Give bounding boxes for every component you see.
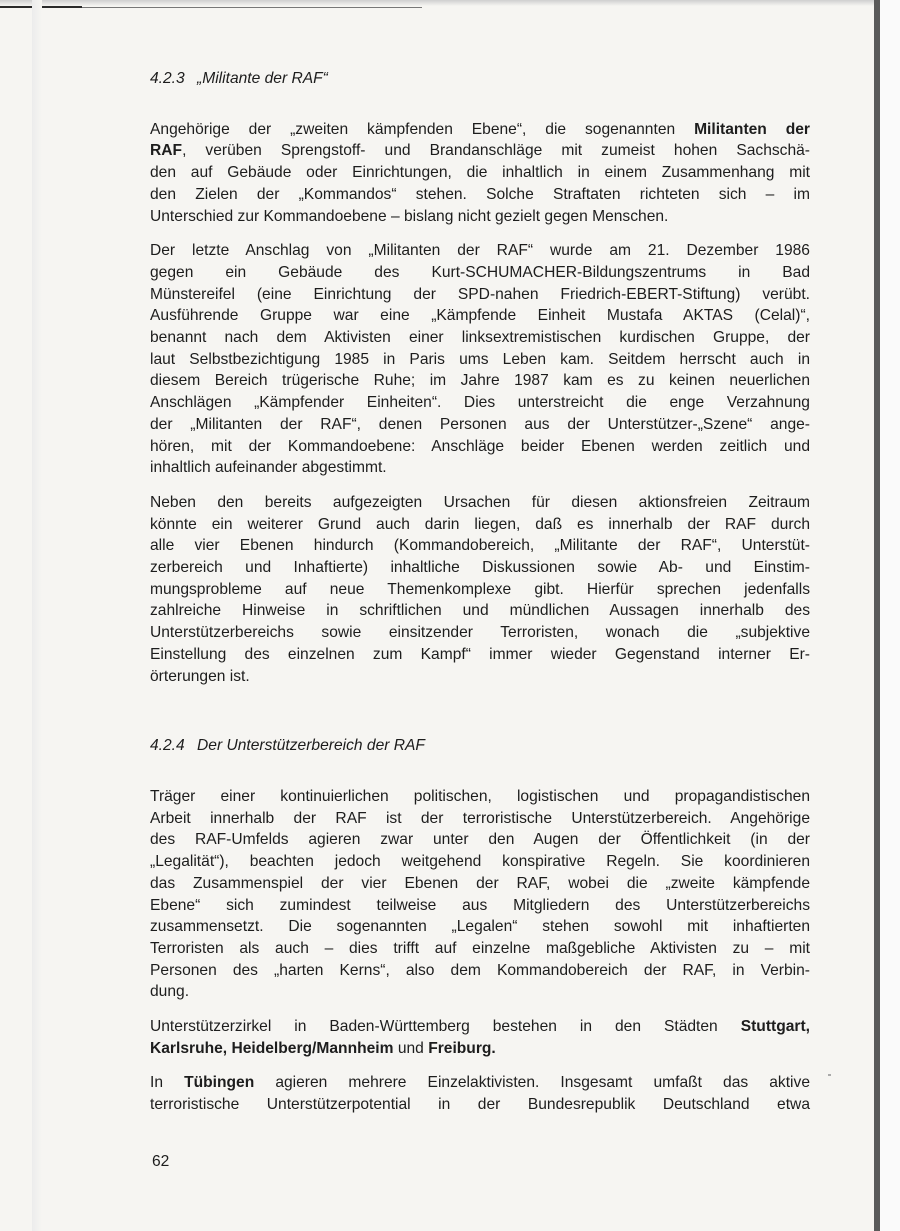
paragraph — [150, 786, 810, 1003]
text-line: Unterschied zur Kommandoebene – bislang nicht gezielt gegen Menschen. — [150, 207, 669, 225]
bold-text: Stuttgart, — [740, 1018, 810, 1036]
scan-top-edge — [0, 0, 900, 6]
text-line: den auf Gebäude oder Einrichtungen, die inhaltlich in einem Zusammenhang mit — [150, 164, 810, 182]
text-line: Einstellung des einzelnen zum Kampf“ immer wieder Gegenstand interner Er- — [150, 645, 810, 663]
text-line: könnte ein weiterer Grund auch darin liegen, daß es innerhalb der RAF durch — [150, 515, 810, 533]
text-line: den Zielen der „Kommandos“ stehen. Solche Straftaten richteten sich – im — [150, 185, 810, 203]
bold-text: Tübingen — [184, 1074, 255, 1092]
section-heading — [150, 735, 810, 757]
section-4-2-3 — [150, 68, 810, 687]
text-line: Terroristen als auch – dies trifft auf einzelne maßgebliche Aktivisten zu – mit — [150, 939, 810, 957]
paragraph — [150, 119, 810, 228]
text-line: In Tübingen agieren mehrere Einzelaktivisten. Insgesamt umfaßt das aktive — [150, 1074, 810, 1092]
text-line: zusammensetzt. Die sogenannten „Legalen“ stehen sowohl mit inhaftierten — [150, 918, 810, 936]
text-line: dung. — [150, 983, 190, 1001]
text-line: örterungen ist. — [150, 667, 250, 685]
scan-margin — [880, 0, 900, 1231]
binding-shadow — [32, 0, 42, 1231]
text-line: zahlreiche Hinweise in schriftlichen und mündlichen Aussagen innerhalb des — [150, 602, 810, 620]
section-4-2-4 — [150, 735, 810, 1116]
text-line: diesem Bereich trügerische Ruhe; im Jahre 1987 kam es zu keinen neuerlichen — [150, 372, 810, 390]
bold-text: Karlsruhe, Heidelberg/Mannheim — [150, 1039, 394, 1057]
text-line: inhaltlich aufeinander abgestimmt. — [150, 459, 387, 477]
text-line: „Legalität“), beachten jedoch weitgehend konspirative Regeln. Sie koordinieren — [150, 853, 810, 871]
bold-text: Militanten der — [694, 120, 810, 138]
section-number: 4.2.4 — [150, 737, 185, 755]
page-number: 62 — [152, 1153, 170, 1170]
text-line: hören, mit der Kommandoebene: Anschläge beider Ebenen werden zeitlich und — [150, 437, 810, 455]
bold-text: Freiburg. — [428, 1039, 496, 1057]
section-number: 4.2.3 — [150, 70, 185, 87]
text-line: Unterstützerbereichs sowie einsitzender Terroristen, wonach die „subjektive — [150, 624, 810, 642]
text-line: Münstereifel (eine Einrichtung der SPD-nahen Friedrich-EBERT-Stiftung) verübt. — [150, 285, 810, 303]
scan-speck — [828, 1074, 831, 1076]
top-rule-thin — [82, 7, 422, 8]
text-line: Personen des „harten Kerns“, also dem Kommandobereich der RAF, in Verbin- — [150, 961, 810, 979]
section-paragraphs — [150, 119, 810, 688]
text-line: Unterstützerzirkel in Baden-Württemberg bestehen in den Städten Stuttgart, — [150, 1018, 810, 1036]
text-line: der „Militanten der RAF“, denen Personen aus der Unterstützer-„Szene“ ange- — [150, 415, 810, 433]
section-heading — [150, 68, 810, 90]
section-paragraphs — [150, 786, 810, 1116]
text-line: das Zusammenspiel der vier Ebenen der RAF, wobei die „zweite kämpfende — [150, 874, 810, 892]
text-line: Ebene“ sich zumindest teilweise aus Mitgliedern des Unterstützerbereichs — [150, 896, 810, 914]
text-line: mungsprobleme auf neue Themenkomplexe gibt. Hierfür sprechen jedenfalls — [150, 580, 810, 598]
page-body — [150, 68, 810, 1129]
text-line: des RAF-Umfelds agieren zwar unter den Augen der Öffentlichkeit (in der — [150, 831, 810, 849]
bold-text: RAF — [150, 142, 183, 160]
text-line: zerbereich und Inhaftierte) inhaltliche Diskussionen sowie Ab- und Einstim- — [150, 559, 810, 577]
text-line: benannt nach dem Aktivisten einer linksextremistischen kurdischen Gruppe, der — [150, 329, 810, 347]
text-line: Angehörige der „zweiten kämpfenden Ebene“, die sogenannten Militanten der — [150, 120, 810, 138]
text-line: Ausführende Gruppe war eine „Kämpfende Einheit Mustafa AKTAS (Celal)“, — [150, 307, 810, 325]
text-line: gegen ein Gebäude des Kurt-SCHUMACHER-Bildungszentrums in Bad — [150, 263, 810, 281]
text-line: laut Selbstbezichtigung 1985 in Paris ums Leben kam. Seitdem herrscht auch in — [150, 350, 810, 368]
section-title: Der Unterstützerbereich der RAF — [197, 737, 425, 755]
section-title: „Militante der RAF“ — [197, 70, 328, 87]
text-line: Karlsruhe, Heidelberg/Mannheim und Freiburg. — [150, 1039, 496, 1057]
paragraph — [150, 1072, 810, 1115]
text-line: Neben den bereits aufgezeigten Ursachen für diesen aktionsfreien Zeitraum — [150, 493, 810, 511]
text-line: Der letzte Anschlag von „Militanten der RAF“ wurde am 21. Dezember 1986 — [150, 242, 810, 260]
paragraph — [150, 240, 810, 479]
text-line: Anschlägen „Kämpfender Einheiten“. Dies unterstreicht die enge Verzahnung — [150, 394, 810, 412]
text-line: terroristische Unterstützerpotential in der Bundesrepublik Deutschland etwa — [150, 1096, 810, 1114]
text-line: Träger einer kontinuierlichen politischen, logistischen und propagandistischen — [150, 787, 810, 805]
paragraph — [150, 1016, 810, 1059]
text-line: RAF, verüben Sprengstoff- und Brandanschläge mit zumeist hohen Sachschä- — [150, 142, 810, 160]
text-line: alle vier Ebenen hindurch (Kommandobereich, „Militante der RAF“, Unterstüt- — [150, 537, 810, 555]
text-line: Arbeit innerhalb der RAF ist der terroristische Unterstützerbereich. Angehörige — [150, 809, 810, 827]
paragraph — [150, 492, 810, 687]
